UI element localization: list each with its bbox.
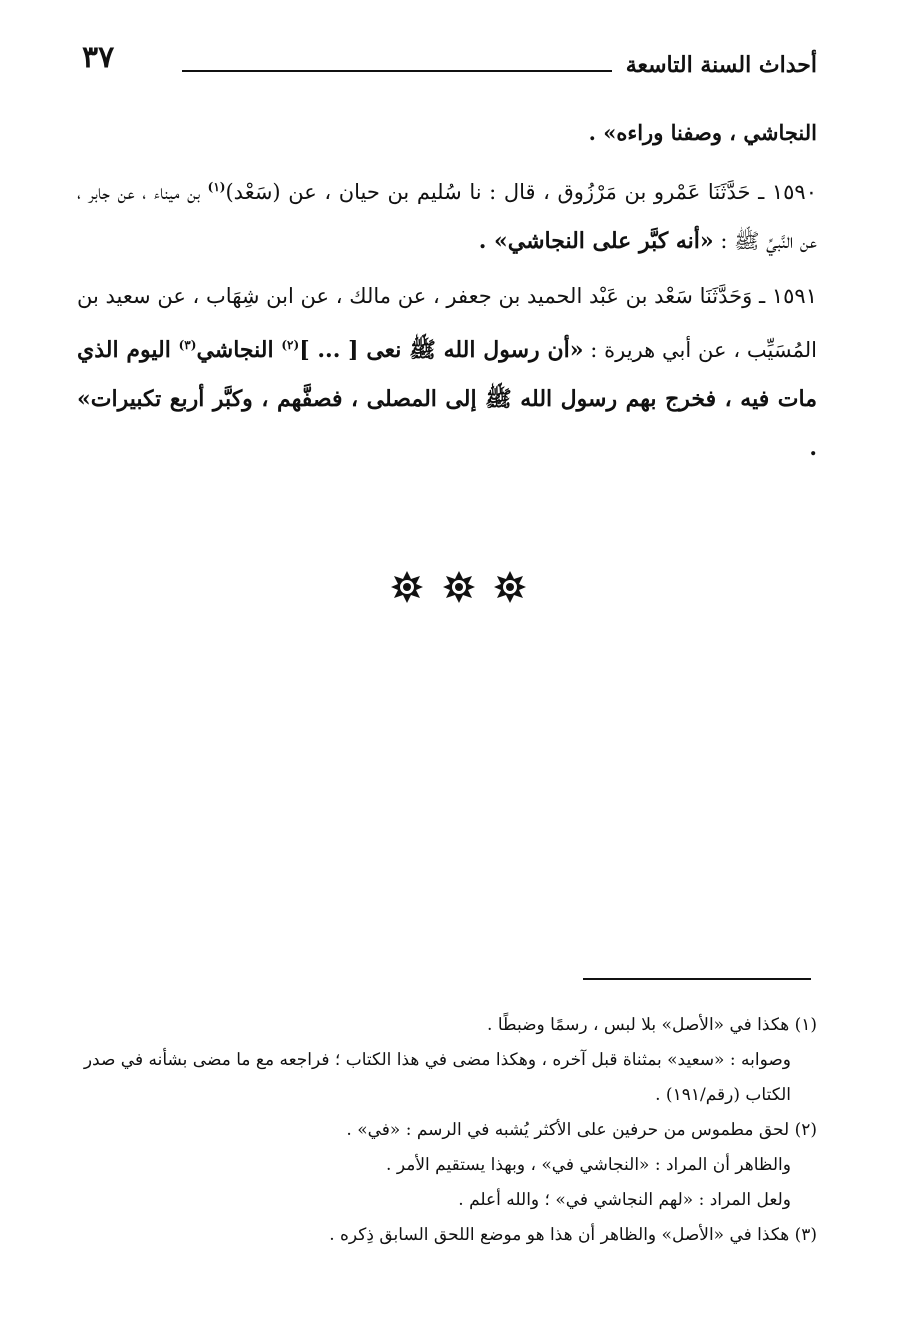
running-header-title: أحداث السنة التاسعة <box>625 52 817 78</box>
page-number: ٣٧ <box>82 40 115 75</box>
footnote-2-continuation-2: ولعل المراد : «لهم النجاشي في» ؛ والله أعلم . <box>458 1190 791 1210</box>
footnote-2-continuation-1: والظاهر أن المراد : «النجاشي في» ، وبهذا يستقيم الأمر . <box>386 1155 791 1175</box>
hadith-1591-text-3: اليوم الذي مات فيه ، فخرج بهم رسول الله ﷺ إلى المصلى ، فصفَّهم ، وكبَّر أربع تكبيرات» . <box>77 337 817 461</box>
hadith-1591 <box>77 272 817 473</box>
text-line-continuation: النجاشي ، وصفنا وراءه» . <box>588 120 817 145</box>
hadith-1590-text: «أنه كبَّر على النجاشي» . <box>478 228 714 254</box>
footnotes <box>77 1008 817 1253</box>
footnote-1: (١) هكذا في «الأصل» بلا لبس ، رسمًا وضبطًا . <box>487 1015 817 1035</box>
footnote-2: (٢) لحق مطموس من حرفين على الأكثر يُشبه في الرسم : «في» . <box>346 1120 817 1140</box>
star-ornament-icon <box>390 570 424 604</box>
star-ornament-icon <box>493 570 527 604</box>
star-ornament-icon <box>442 570 476 604</box>
hadith-1591-chain: ١٥٩١ ـ وَحَدَّثَنَا سَعْد بن عَبْد الحميد بن جعفر ، عن مالك ، عن ابن شِهَاب ، عن سعيد بن المُسَيِّب ، عن أبي هريرة : <box>77 284 817 362</box>
section-ornaments <box>0 570 917 608</box>
footnote-3: (٣) هكذا في «الأصل» والظاهر أن هذا هو موضع اللحق السابق ذِكره . <box>329 1225 817 1245</box>
hadith-1590 <box>77 163 817 266</box>
hadith-1590-chain: ١٥٩٠ ـ حَدَّثَنَا عَمْرو بن مَرْزُوق ، قال : نا سُليم بن حيان ، عن (سَعْد) <box>225 180 817 204</box>
hadith-1591-text-1: «أن رسول الله ﷺ نعى [ ... ] <box>299 337 584 363</box>
footnote-1-continuation: وصوابه : «سعيد» بمثناة قبل آخره ، وهكذا مضى في هذا الكتاب ؛ فراجعه مع ما مضى بشأنه في صدر الكتاب (رقم/١٩١) . <box>83 1050 791 1105</box>
footnote-ref-2: (٢) <box>281 338 300 352</box>
footnote-rule <box>583 978 811 980</box>
hadith-1591-text-2: النجاشي <box>196 337 282 363</box>
hadith-1590-chain-end: بن ميناء ، عن جابر ، عن النَّبيِّ ﷺ : <box>77 180 817 253</box>
header-rule <box>182 70 612 72</box>
footnote-ref-1: (١) <box>207 180 226 194</box>
footnote-ref-3: (٣) <box>178 338 197 352</box>
main-text <box>77 108 817 479</box>
